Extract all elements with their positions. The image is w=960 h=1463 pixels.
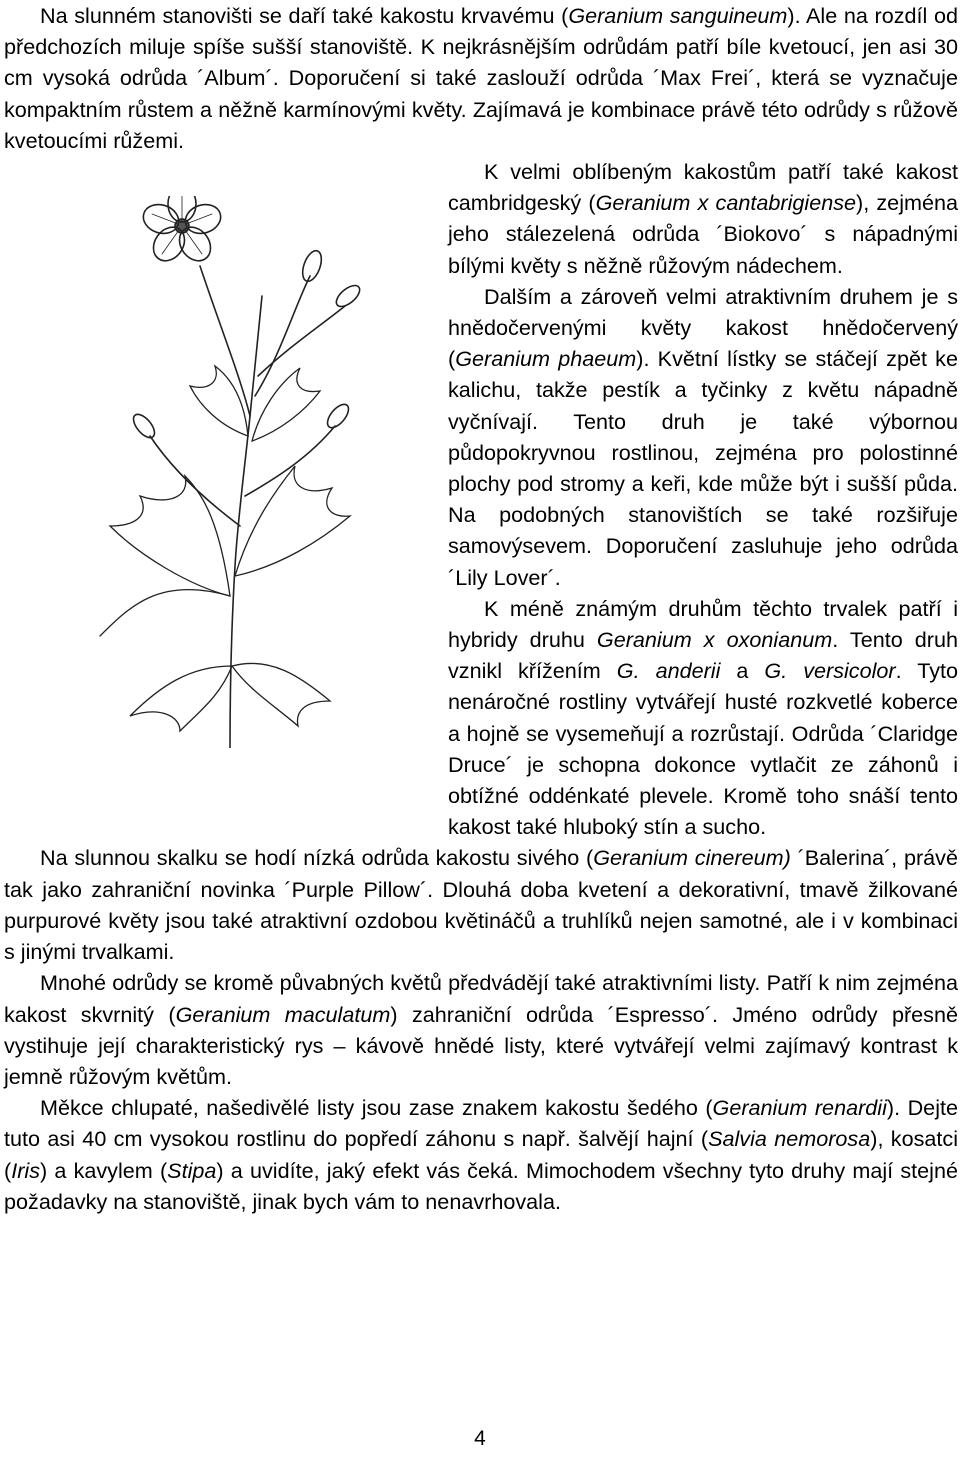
paragraph-maculatum: Mnohé odrůdy se kromě půvabných květů předvádějí také atraktivními listy. Patří k nim zejména kakost skvrnitý (Geranium maculatum) zahraniční odrůda ´Espresso´. Jméno odrůdy přesně vystihuje její charakteristický rys – kávově hnědé listy, které vytvářejí velmi zajímavý kontrast k jemně růžovým květům. xyxy=(4,970,958,1089)
paragraph-cinereum: Na slunnou skalku se hodí nízká odrůda kakostu sivého (Geranium cinereum) ´Balerina´, právě tak jako zahraniční novinka ´Purple Pillow´. Dlouhá doba kvetení a dekorativní, tmavě žilkované purpurové květy jsou také atraktivní ozdobou květináčů a truhlíků nejen samotné, ale i v kombinaci s jinými trvalkami. xyxy=(4,845,958,965)
paragraph-geranium-sanguineum: Na slunném stanovišti se daří také kakostu krvavému (Geranium sanguineum). Ale na rozdíl od předchozích miluje spíše sušší stanoviště. K nejkrásnějším odrůdám patří bíle kvetoucí, jen asi 30 cm vysoká odrůda ´Album´. Doporučení si také zaslouží odrůda ´Max Frei´, která se vyznačuje kompaktním růstem a něžně karmínovými květy. Zajímavá je kombinace právě této odrůdy s růžově kvetoucími růžemi. xyxy=(4,3,958,153)
page-number: 4 xyxy=(474,1427,486,1450)
paragraph-renardii: Měkce chlupaté, našedivělé listy jsou zase znakem kakostu šedého (Geranium renardii). Dejte tuto asi 40 cm vysokou rostlinu do popředí záhonu s např. šalvějí hajní (Salvia nemorosa), kosatci (Iris) a kavylem (Stipa) a uvidíte, jaký efekt vás čeká. Mimochodem všechny tyto druhy mají stejné požadavky na stanoviště, jinak bych vám to nenavrhovala. xyxy=(4,1095,958,1214)
paragraph-cantabrigiense: K velmi oblíbeným kakostům patří také kakost cambridgeský (Geranium x cantabrigiense), zejména jeho stálezelená odrůda ´Biokovo´ s nápadnými bílými květy s něžně růžovým nádechem. xyxy=(448,159,959,278)
side-column xyxy=(448,156,958,593)
paragraph-oxonianum: K méně známým druhům těchto trvalek patří i hybridy druhu Geranium x oxonianum. Tento druh vznikl křížením G. anderii a G. versicolor. Tyto nenáročné rostliny vytvářejí husté rozkvetlé koberce a hojně se vysemeňují a rozrůstají. Odrůda ´Claridge Druce´ je schopna dokonce vytlačit ze záhonů i obtížné oddénkaté plevele. Kromě toho snáší tento kakost také hluboký stín a sucho. xyxy=(448,595,958,840)
paragraph-phaeum: Dalším a zároveň velmi atraktivním druhem je s hnědočervenými květy kakost hnědočervený (Geranium phaeum). Květní lístky se stáčejí zpět ke kalichu, takže pestík a tyčinky z květu nápadně vyčnívají. Tento druh je také výbornou půdopokryvnou rostlinou, zejména pro polostinné plochy pod stromy a keři, kde může být i sušší půda. Na podobných stanovištích se také rozšiřuje samovýsevem. Doporučení zasluhuje jeho odrůda ´Lily Lover´. xyxy=(448,283,958,590)
geranium-illustration xyxy=(80,196,380,748)
